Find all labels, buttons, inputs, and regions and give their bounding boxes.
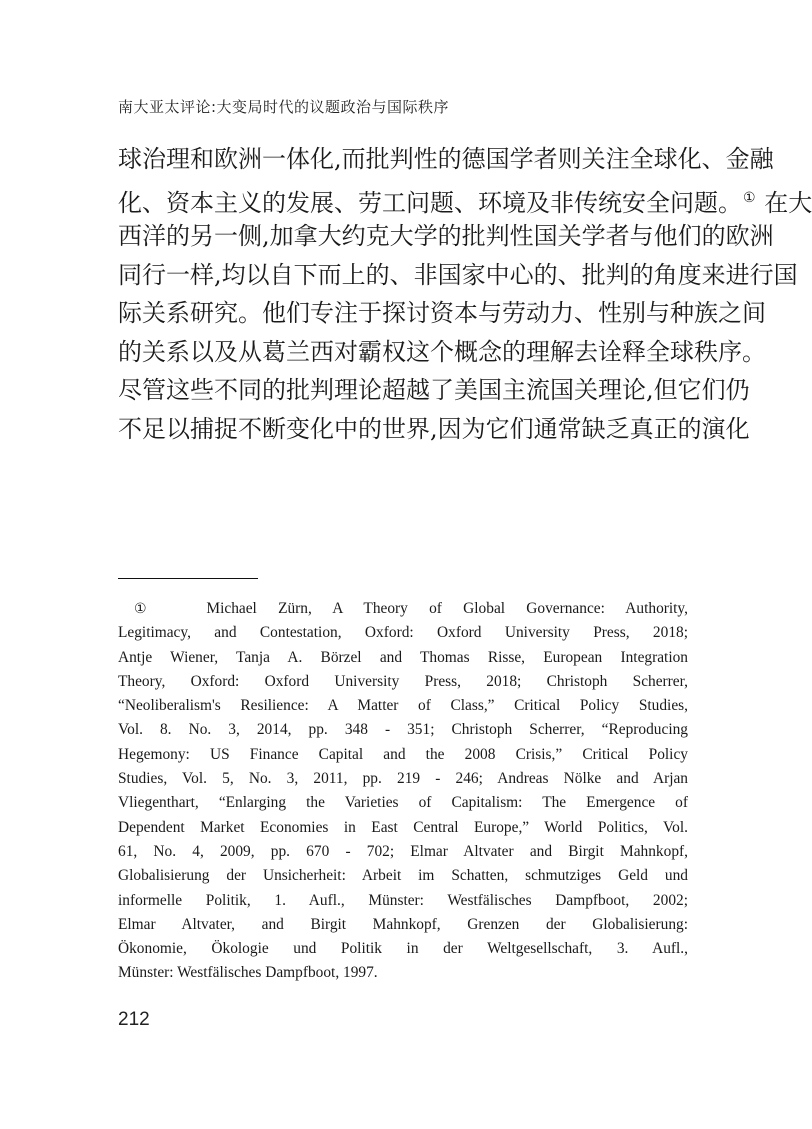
body-line-text: 化、资本主义的发展、劳工问题、环境及非传统安全问题。 <box>118 188 742 217</box>
footnote-line: informelle Politik, 1. Aufl., Münster: Westfälisches Dampfboot, 2002; <box>118 891 688 909</box>
body-line: 的关系以及从葛兰西对霸权这个概念的理解去诠释全球秩序。 <box>118 337 766 366</box>
footnote-line-text: Michael Zürn, A Theory of Global Governance: Authority, <box>206 600 688 617</box>
page-number: 212 <box>118 1009 150 1030</box>
footnote-line: Legitimacy, and Contestation, Oxford: Oxford University Press, 2018; <box>118 624 688 642</box>
body-line: 西洋的另一侧,加拿大约克大学的批判性国关学者与他们的欧洲 <box>118 222 774 250</box>
body-line: 际关系研究。他们专注于探讨资本与劳动力、性别与种族之间 <box>118 299 766 327</box>
footnote-line: Globalisierung der Unsicherheit: Arbeit im Schatten, schmutziges Geld und <box>118 867 688 885</box>
footnote-line: Vliegenthart, “Enlarging the Varieties of Capitalism: The Emergence of <box>118 794 688 812</box>
footnote-line <box>118 597 688 621</box>
footnote-divider <box>118 578 258 579</box>
footnote-line: Münster: Westfälisches Dampfboot, 1997. <box>118 964 378 982</box>
footnote-line: Hegemony: US Finance Capital and the 2008 Crisis,” Critical Policy <box>118 745 688 763</box>
footnote-line: Dependent Market Economies in East Central Europe,” World Politics, Vol. <box>118 818 688 836</box>
body-line: 尽管这些不同的批判理论超越了美国主流国关理论,但它们仍 <box>118 376 750 404</box>
body-line <box>118 179 812 218</box>
footnote-line: 61, No. 4, 2009, pp. 670 - 702; Elmar Altvater and Birgit Mahnkopf, <box>118 842 688 860</box>
footnote-reference[interactable]: ① <box>743 189 756 206</box>
running-header <box>118 96 449 117</box>
body-line: 不足以捕捉不断变化中的世界,因为它们通常缺乏真正的演化 <box>118 414 750 443</box>
footnote-line: Antje Wiener, Tanja A. Börzel and Thomas Risse, European Integration <box>118 648 688 666</box>
footnote-mark: ① <box>134 601 164 617</box>
running-title: 南大亚太评论:大变局时代的议题政治与国际秩序 <box>118 98 450 116</box>
body-text <box>118 140 812 448</box>
footnote-line: Studies, Vol. 5, No. 3, 2011, pp. 219 - 246; Andreas Nölke and Arjan <box>118 770 688 788</box>
footnote-line: Vol. 8. No. 3, 2014, pp. 348 - 351; Christoph Scherrer, “Reproducing <box>118 721 688 739</box>
footnote-line: Elmar Altvater, and Birgit Mahnkopf, Grenzen der Globalisierung: <box>118 915 688 933</box>
body-line: 同行一样,均以自下而上的、非国家中心的、批判的角度来进行国 <box>118 260 798 289</box>
footnote <box>118 597 688 986</box>
body-line-tail: 在大 <box>764 188 812 217</box>
footnote-line: Ökonomie, Ökologie und Politik in der Weltgesellschaft, 3. Aufl., <box>118 940 688 958</box>
footnote-line: Theory, Oxford: Oxford University Press, 2018; Christoph Scherrer, <box>118 672 688 690</box>
body-line: 球治理和欧洲一体化,而批判性的德国学者则关注全球化、金融 <box>118 145 774 173</box>
footnote-line: “Neoliberalism's Resilience: A Matter of Class,” Critical Policy Studies, <box>118 697 688 715</box>
